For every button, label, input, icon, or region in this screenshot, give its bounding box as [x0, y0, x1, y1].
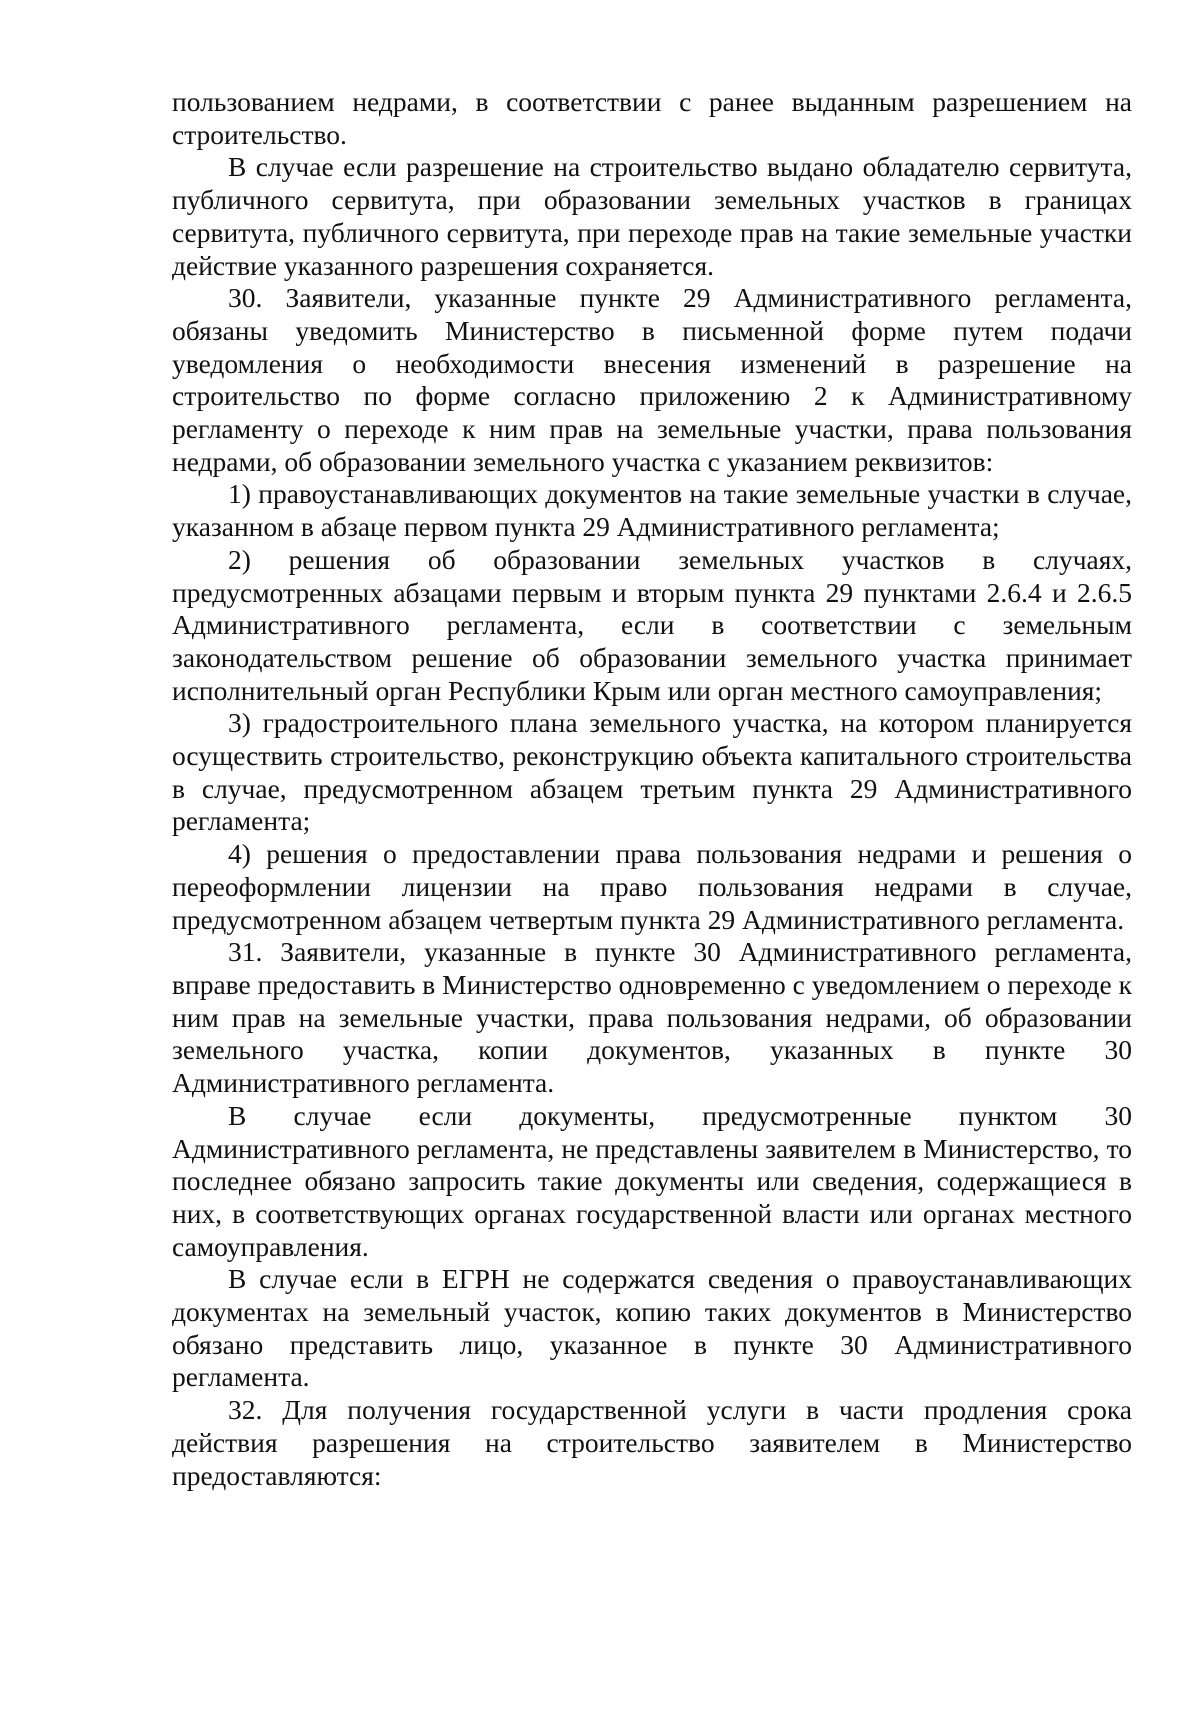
paragraph-continuation: пользованием недрами, в соответствии с ранее выданным разрешением на строительство. [172, 86, 1132, 150]
paragraph-item-32: 32. Для получения государственной услуги в части продления срока действия разрешения на строительство заявителем в Министерство предоставляются: [172, 1394, 1132, 1491]
list-item-2: 2) решения об образовании земельных участков в случаях, предусмотренных абзацами первым и вторым пункта 29 пунктами 2.6.4 и 2.6.5 Административного регламента, если в соответствии с земельным законодательством решение об образовании земельного участка принимает исполнительный орган Республики Крым или орган местного самоуправления; [172, 543, 1132, 706]
paragraph-item-30: 30. Заявители, указанные пункте 29 Административного регламента, обязаны уведомить Министерство в письменной форме путем подачи уведомления о необходимости внесения изменений в разрешение на строительство по форме согласно приложению 2 к Административному регламенту о переходе к ним прав на земельные участки, права пользования недрами, об образовании земельного участка с указанием реквизитов: [172, 282, 1132, 477]
paragraph-item-31: 31. Заявители, указанные в пункте 30 Административного регламента, вправе предоставить в Министерство одновременно с уведомлением о переходе к ним прав на земельные участки, права пользования недрами, об образовании земельного участка, копии документов, указанных в пункте 30 Административного регламента. [172, 936, 1132, 1099]
list-item-1: 1) правоустанавливающих документов на такие земельные участки в случае, указанном в абзаце первом пункта 29 Административного регламента; [172, 478, 1132, 543]
paragraph-servitude: В случае если разрешение на строительство выдано обладателю сервитута, публичного сервитута, при образовании земельных участков в границах сервитута, публичного сервитута, при переходе прав на такие земельные участки действие указанного разрешения сохраняется. [172, 151, 1132, 281]
list-item-4: 4) решения о предоставлении права пользования недрами и решения о переоформлении лицензии на право пользования недрами в случае, предусмотренном абзацем четвертым пункта 29 Административного регламента. [172, 838, 1132, 935]
paragraph-egrn: В случае если в ЕГРН не содержатся сведения о правоустанавливающих документах на земельный участок, копию таких документов в Министерство обязано представить лицо, указанное в пункте 30 Административного регламента. [172, 1263, 1132, 1393]
paragraph-documents-not-provided: В случае если документы, предусмотренные пунктом 30 Административного регламента, не представлены заявителем в Министерство, то последнее обязано запросить такие документы или сведения, содержащиеся в них, в соответствующих органах государственной власти или органах местного самоуправления. [172, 1099, 1132, 1262]
document-page [172, 86, 1132, 1492]
list-item-3: 3) градостроительного плана земельного участка, на котором планируется осуществить строительство, реконструкцию объекта капитального строительства в случае, предусмотренном абзацем третьим пункта 29 Административного регламента; [172, 707, 1132, 837]
